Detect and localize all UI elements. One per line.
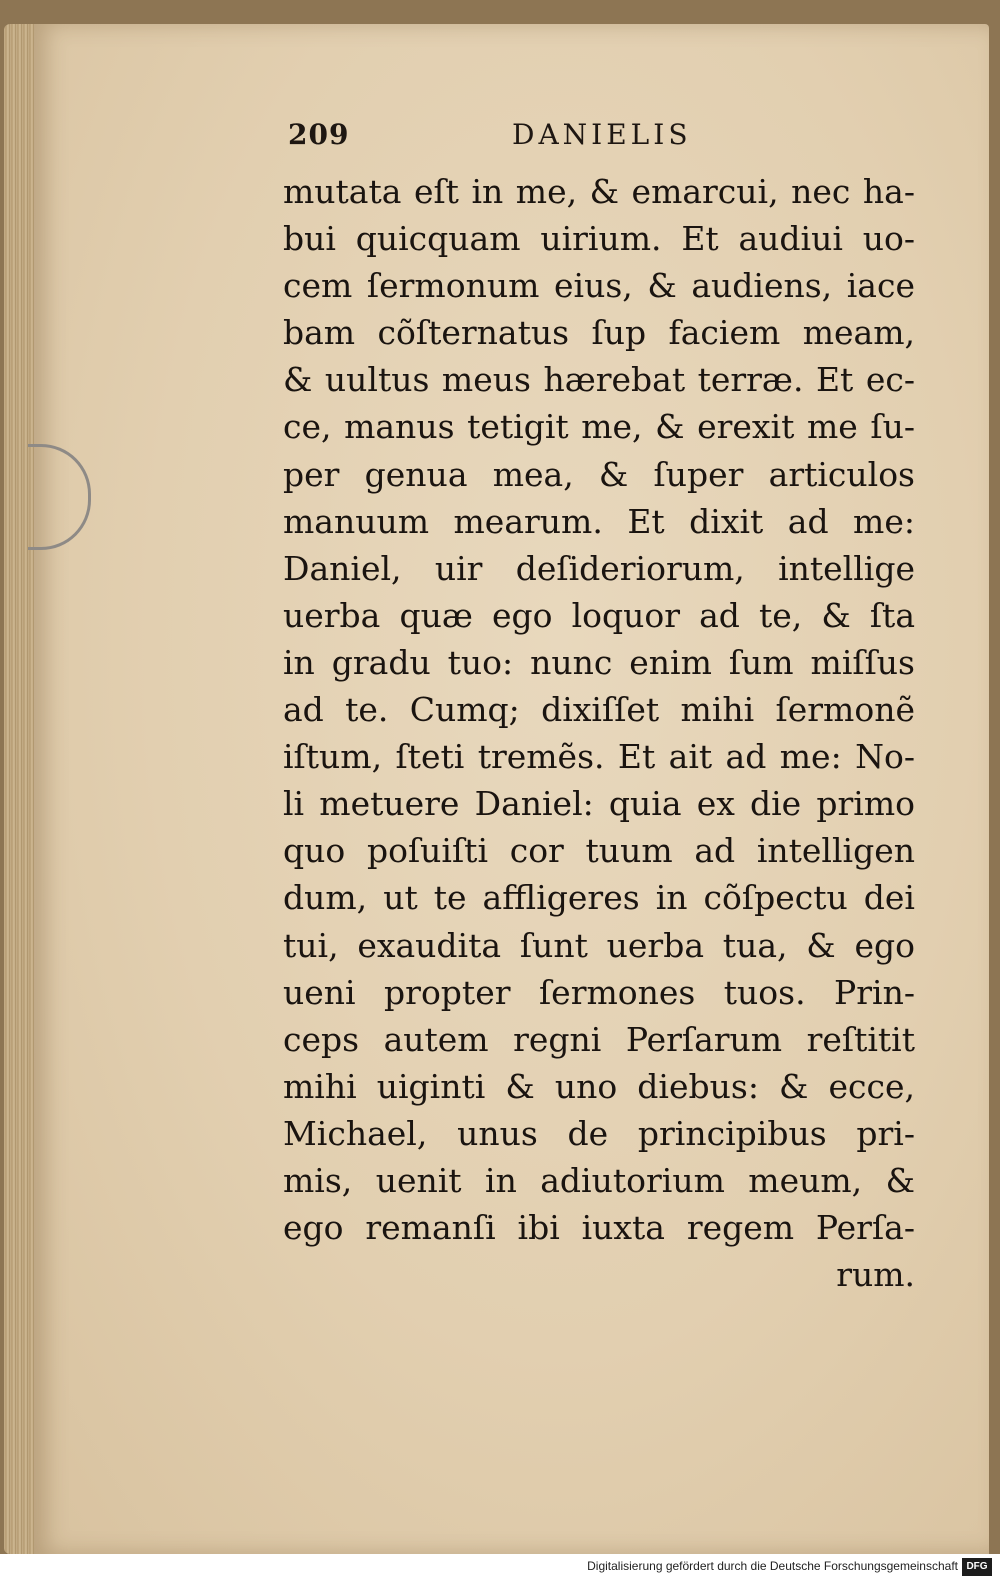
- digitization-footer: [0, 1554, 1000, 1581]
- text-line: per genua mea, & ſuper articulos: [283, 454, 915, 494]
- page-header: [288, 118, 748, 158]
- text-line: & uultus meus hærebat terræ. Et ec-: [283, 360, 915, 400]
- text-line: mihi uiginti & uno diebus: & ecce,: [283, 1066, 915, 1106]
- text-line: bam cõſternatus ſup faciem meam,: [283, 313, 915, 353]
- folio-number: 209: [288, 118, 350, 151]
- text-line: uerba quæ ego loquor ad te, & ſta: [283, 595, 915, 635]
- text-line: ceps autem regni Perſarum reſtitit: [283, 1019, 915, 1059]
- text-line: tui, exaudita ſunt uerba tua, & ego: [283, 925, 915, 965]
- text-line: li metuere Daniel: quia ex die primo: [283, 784, 915, 824]
- text-line: mis, uenit in adiutorium meum, &: [283, 1160, 915, 1200]
- text-line: Daniel, uir deſideriorum, intellige: [283, 548, 915, 588]
- text-line: mutata eſt in me, & emarcui, nec ha-: [283, 172, 915, 211]
- text-line: iſtum, ſteti tremẽs. Et ait ad me: No-: [283, 737, 915, 777]
- text-line: rum.: [836, 1255, 915, 1295]
- text-line: bui quicquam uirium. Et audiui uo-: [283, 219, 915, 259]
- text-line: dum, ut te affligeres in cõſpectu dei: [283, 878, 915, 918]
- body-text: [283, 168, 915, 1298]
- text-line: in gradu tuo: nunc enim ſum miſſus: [283, 642, 915, 682]
- text-line: ego remanſi ibi iuxta regem Perſa-: [283, 1208, 915, 1248]
- text-line: cem ſermonum eius, & audiens, iace: [283, 266, 915, 306]
- clasp-loop-icon: [28, 444, 91, 550]
- running-head: DANIELIS: [512, 118, 692, 151]
- text-line: manuum mearum. Et dixit ad me:: [283, 501, 915, 541]
- funding-credit: Digitalisierung gefördert durch die Deutsche Forschungsgemeinschaft: [587, 1559, 958, 1573]
- text-line: ueni propter ſermones tuos. Prin-: [283, 972, 915, 1012]
- text-line: ce, manus tetigit me, & erexit me ſu-: [283, 407, 915, 447]
- dfg-logo-icon: DFG: [962, 1558, 992, 1576]
- text-line: quo poſuiſti cor tuum ad intelligen: [283, 831, 915, 871]
- text-line: Michael, unus de principibus pri-: [283, 1113, 915, 1153]
- text-line: ad te. Cumq; dixiſſet mihi ſermonẽ: [283, 690, 915, 730]
